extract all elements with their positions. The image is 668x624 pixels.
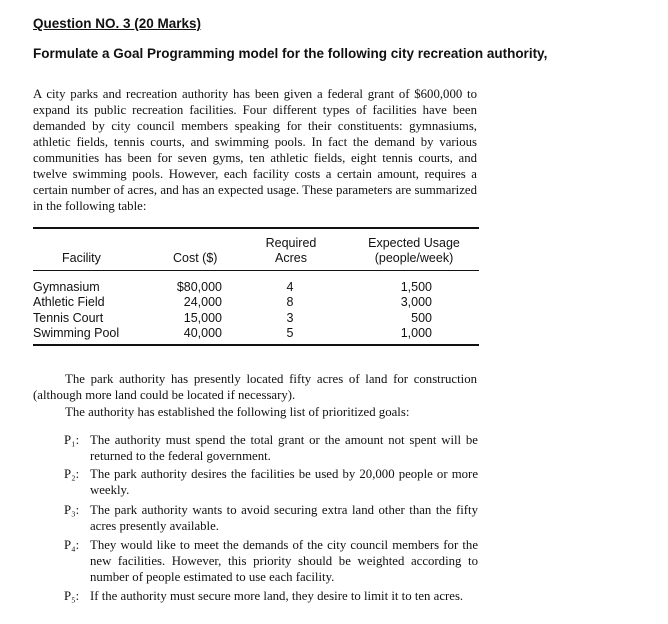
cell-cost: 40,000 [183,326,222,341]
goal-item [64,432,478,464]
cell-cost: 15,000 [183,310,222,325]
facility-column [33,280,119,342]
cell-usage: 1,000 [400,326,432,341]
goal-item [64,502,478,534]
goal-text: They would like to meet the demands of the city council members for the new facilities. However, this priority should be weighted according to number of people estimated to use each facility. [90,538,478,584]
land-paragraph [33,371,477,403]
header-cost: Cost ($) [173,251,218,265]
goal-label: P₅: [64,589,80,603]
cell-acres: 5 [286,326,294,341]
cell-usage: 3,000 [400,295,432,310]
usage-column [386,280,432,342]
header-acres: Required Acres [265,236,317,265]
cell-facility: Athletic Field [33,295,105,310]
header-usage: Expected Usage (people/week) [368,236,460,265]
goal-text: The authority must spend the total grant or the amount not spent will be returned to the federal government. [90,433,478,463]
goals-intro [33,404,477,420]
cell-usage: 500 [411,310,432,325]
header-facility: Facility [62,251,101,265]
table-header-rule [33,270,479,271]
cell-facility: Swimming Pool [33,326,120,341]
goal-text: The park authority desires the facilities be used by 20,000 people or more weekly. [90,467,478,497]
acres-column [280,280,300,342]
cell-cost: $80,000 [176,280,222,294]
cell-acres: 4 [286,280,294,294]
cost-column [172,280,222,342]
land-text: The park authority has presently located fifty acres of land for construction (although more land could be located if necessary). [33,372,477,402]
goal-item [64,466,478,498]
cell-facility: Gymnasium [33,280,100,294]
goal-label: P₄: [64,538,80,552]
cell-acres: 3 [286,310,294,325]
table-bottom-rule [33,344,479,346]
goal-item [64,588,478,604]
goal-text: If the authority must secure more land, they desire to limit it to ten acres. [90,589,464,603]
table-top-rule [33,227,479,229]
cell-cost: 24,000 [183,295,222,310]
goals-intro-text: The authority has established the following list of prioritized goals: [65,405,410,419]
cell-acres: 8 [286,295,294,310]
question-heading: Question NO. 3 (20 Marks) [33,16,202,31]
goal-label: P₃: [64,503,80,517]
goal-label: P₁: [64,433,80,447]
goal-item [64,537,478,585]
goal-label: P₂: [64,467,80,481]
cell-usage: 1,500 [400,280,432,294]
problem-paragraph: A city parks and recreation authority has been given a federal grant of $600,000 to expand its public recreation facilities. Four different types of facilities have been demanded by city council members speaking for their constituents: gymnasiums, athletic fields, tennis courts, and swimming pools. In fact the demand by various communities has been for seven gyms, ten athletic fields, eight tennis courts, and twelve swimming pools. However, each facility costs a certain amount, requires a certain number of acres, and has an expected usage. These parameters are summarized in the following table: [33,87,477,213]
question-lead: Formulate a Goal Programming model for the following city recreation authority, [33,46,548,61]
cell-facility: Tennis Court [33,310,104,325]
goal-text: The park authority wants to avoid securing extra land other than the fifty acres presently available. [90,503,478,533]
